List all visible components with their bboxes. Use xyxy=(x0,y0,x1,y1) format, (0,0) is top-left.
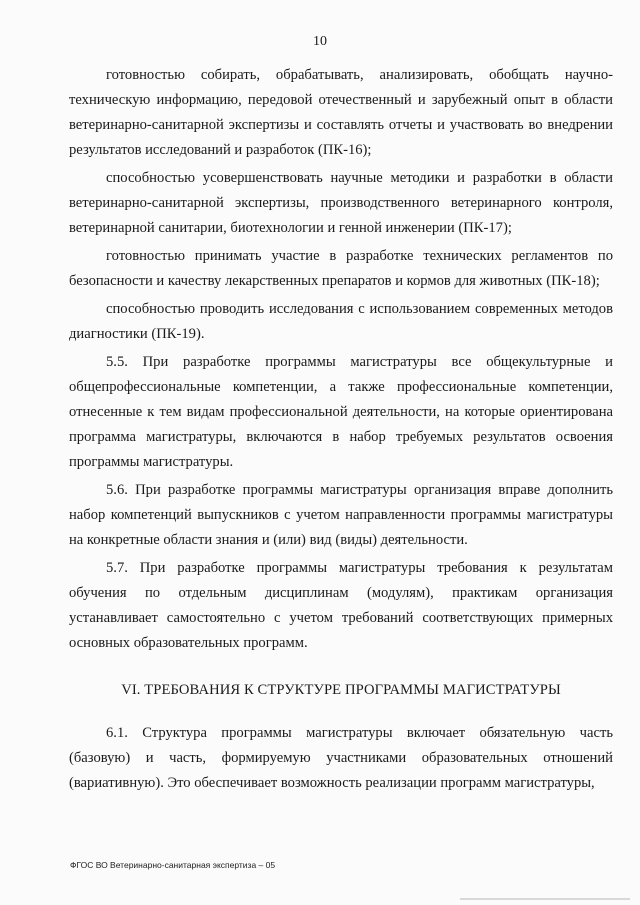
paragraph-pk18: готовностью принимать участие в разработке технических регламентов по безопасности и качеству лекарственных препаратов и кормов для животных (ПК-18); xyxy=(69,248,613,289)
paragraph-5-5: 5.5. При разработке программы магистратуры все общекультурные и общепрофессиональные компетенции, а также профессиональные компетенции, отнесенные к тем видам профессиональной деятельности, на которые ориентирована программа магистратуры, включаются в набор требуемых результатов освоения программы магистратуры. xyxy=(69,354,613,470)
paragraph-6-1: 6.1. Структура программы магистратуры включает обязательную часть (базовую) и часть, формируемую участниками образовательных отношений (вариативную). Это обеспечивает возможность реализации программ магистратуры, xyxy=(69,725,613,791)
footer-note: ФГОС ВО Ветеринарно-санитарная экспертиза – 05 xyxy=(70,860,276,870)
section-heading: VI. ТРЕБОВАНИЯ К СТРУКТУРЕ ПРОГРАММЫ МАГИСТРАТУРЫ xyxy=(121,682,561,698)
paragraph-5-7: 5.7. При разработке программы магистратуры требования к результатам обучения по отдельным дисциплинам (модулям), практикам организация устанавливает самостоятельно с учетом требований соответствующих примерных основных образовательных программ. xyxy=(69,560,613,651)
paragraph-pk16: готовностью собирать, обрабатывать, анализировать, обобщать научно-техническую информацию, передовой отечественный и зарубежный опыт в области ветеринарно-санитарной экспертизы и составлять отчеты и участвовать во внедрении результатов исследований и разработок (ПК-16); xyxy=(69,67,613,158)
paragraph-pk19: способностью проводить исследования с использованием современных методов диагностики (ПК-19). xyxy=(69,301,613,342)
scan-artifact xyxy=(460,898,630,900)
document-body xyxy=(69,63,613,799)
paragraph-pk17: способностью усовершенствовать научные методики и разработки в области ветеринарно-санитарной экспертизы, производственного ветеринарного контроля, ветеринарной санитарии, биотехнологии и генной инженерии (ПК-17); xyxy=(69,170,613,236)
page-number: 10 xyxy=(313,34,327,49)
paragraph-5-6: 5.6. При разработке программы магистратуры организация вправе дополнить набор компетенций выпускников с учетом направленности программы магистратуры на конкретные области знания и (или) вид (виды) деятельности. xyxy=(69,482,613,548)
